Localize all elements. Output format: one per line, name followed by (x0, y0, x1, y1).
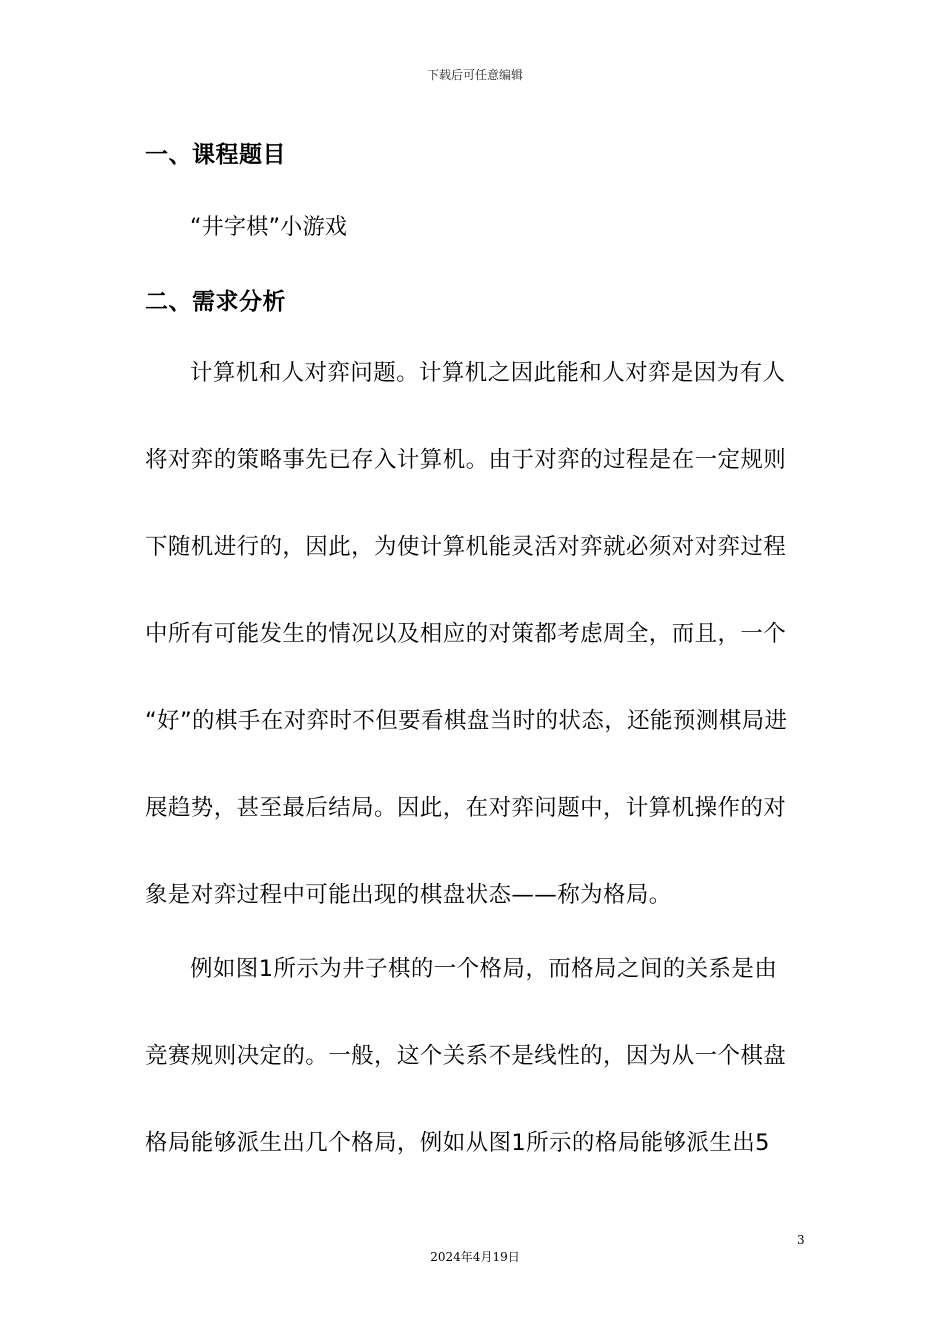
paragraph-line: 展趋势，甚至最后结局。因此，在对弈问题中，计算机操作的对 (145, 795, 787, 821)
paragraph-line: 格局能够派生出几个格局，例如从图1所示的格局能够派生出5 (145, 1130, 770, 1156)
paragraph-line: 计算机和人对弈问题。计算机之因此能和人对弈是因为有人 (190, 360, 786, 386)
paragraph-line: “好”的棋手在对弈时不但要看棋盘当时的状态，还能预测棋局进 (145, 708, 788, 734)
section-heading-course-title: 一、课程题目 (145, 142, 286, 168)
section-heading-requirements: 二、需求分析 (145, 289, 286, 315)
header-note: 下载后可任意编辑 (426, 68, 523, 82)
page-number: 3 (797, 1233, 805, 1247)
paragraph-line: 下随机进行的，因此，为使计算机能灵活对弈就必须对对弈过程 (145, 534, 787, 560)
course-title-text: “井字棋”小游戏 (190, 215, 348, 240)
paragraph-line: 竞赛规则决定的。一般，这个关系不是线性的，因为从一个棋盘 (145, 1043, 787, 1069)
paragraph-line: 中所有可能发生的情况以及相应的对策都考虑周全，而且，一个 (145, 621, 787, 647)
paragraph-line: 将对弈的策略事先已存入计算机。由于对弈的过程是在一定规则 (145, 447, 787, 473)
paragraph-line: 例如图1所示为井子棋的一个格局，而格局之间的关系是由 (190, 956, 778, 982)
footer-date: 2024年4月19日 (430, 1250, 520, 1264)
paragraph-line: 象是对弈过程中可能出现的棋盘状态——称为格局。 (145, 882, 672, 908)
